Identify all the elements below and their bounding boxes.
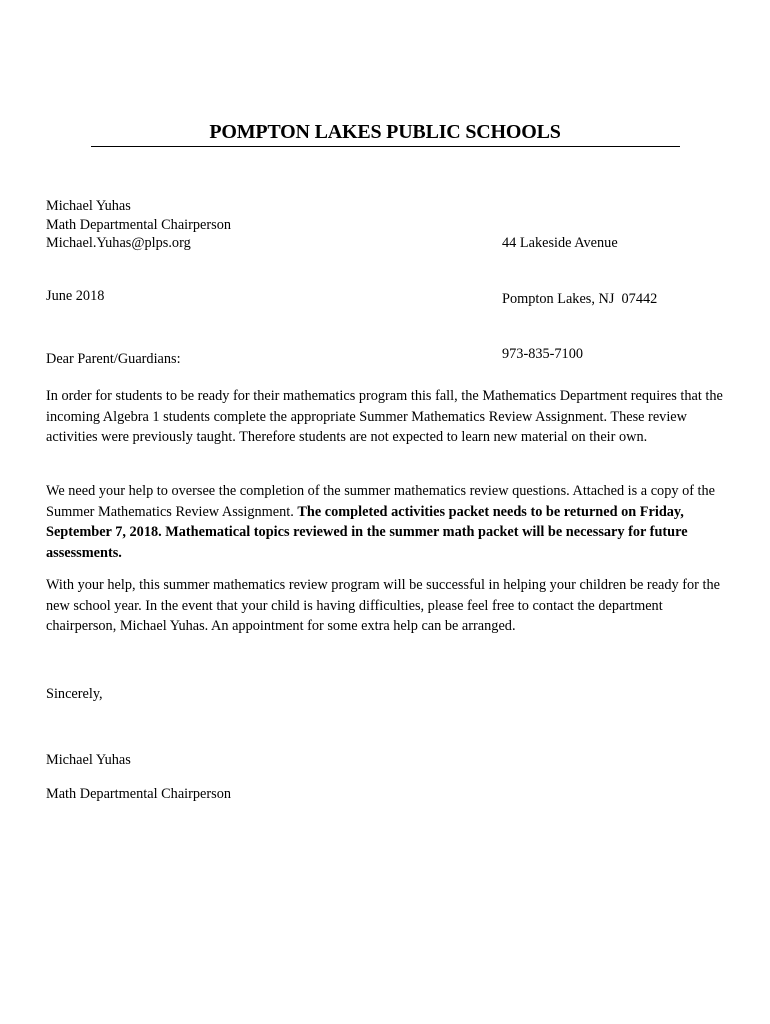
signature-name: Michael Yuhas xyxy=(46,752,131,768)
body-paragraph-2-intro: We need your help to oversee the completion of the summer mathematics review questions. Attached is a copy of the Summer Mathematics Review Assignment. xyxy=(46,483,716,520)
sender-block xyxy=(46,197,231,253)
letter-date: June 2018 xyxy=(46,288,105,304)
sender-position: Math Departmental Chairperson xyxy=(46,216,232,233)
body-paragraph-1: In order for students to be ready for their mathematics program this fall, the Mathematics Department requires that the incoming Algebra 1 students complete the appropriate Summer Mathematics Review Assignment. These review activities were previously taught. Therefore students are not expected to learn new material on their own. xyxy=(46,388,723,445)
salutation: Dear Parent/Guardians: xyxy=(46,351,181,367)
address-phone: 973-835-7100 xyxy=(502,346,584,362)
body-paragraph-2 xyxy=(46,481,726,563)
signature-position: Math Departmental Chairperson xyxy=(46,786,232,802)
address-city-state-zip: Pompton Lakes, NJ 07442 xyxy=(502,290,658,307)
sender-email: Michael.Yuhas@plps.org xyxy=(46,235,191,251)
letterhead-underline xyxy=(91,146,680,147)
body-paragraph-2-emphasis: The completed activities packet needs to be returned on Friday, September 7, 2018. Mathematical topics reviewed in the summer math packet will be necessary for future assessments. xyxy=(46,503,688,561)
address-street: 44 Lakeside Avenue xyxy=(502,235,618,251)
address-block xyxy=(502,197,657,401)
sender-name: Michael Yuhas xyxy=(46,198,131,214)
body-paragraph-3: With your help, this summer mathematics review program will be successful in helping your children be ready for the new school year. In the event that your child is having difficulties, please feel free to contact the department chairperson, Michael Yuhas. An appointment for some extra help can be arranged. xyxy=(46,577,720,634)
closing: Sincerely, xyxy=(46,686,103,702)
letterhead-title: POMPTON LAKES PUBLIC SCHOOLS xyxy=(209,121,561,143)
